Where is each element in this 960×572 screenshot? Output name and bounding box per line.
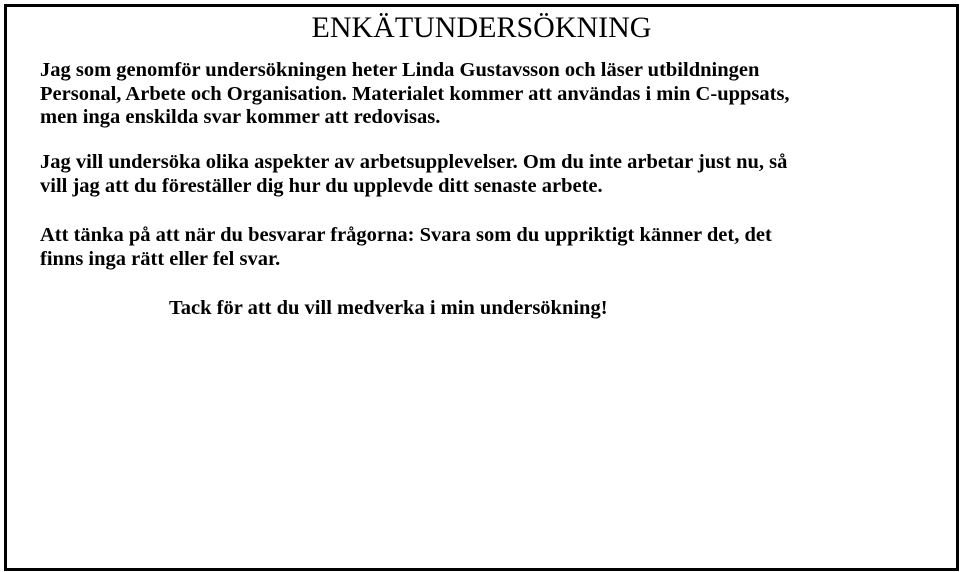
document-title: ENKÄTUNDERSÖKNING: [311, 11, 652, 44]
paragraph-line: vill jag att du föreställer dig hur du upplevde ditt senaste arbete.: [40, 174, 603, 197]
paragraph-line: Att tänka på att när du besvarar frågorna: Svara som du uppriktigt känner det, det: [40, 224, 772, 246]
intro-paragraph: [40, 59, 790, 130]
instructions-paragraph: [40, 224, 772, 271]
thank-you-line: Tack för att du vill medverka i min undersökning!: [169, 297, 608, 319]
paragraph-line: Jag vill undersöka olika aspekter av arbetsupplevelser. Om du inte arbetar just nu, så: [40, 151, 788, 173]
paragraph-line: men inga enskilda svar kommer att redovisas.: [40, 106, 441, 128]
purpose-paragraph: [40, 151, 787, 198]
paragraph-line: finns inga rätt eller fel svar.: [40, 247, 281, 270]
paragraph-line: Personal, Arbete och Organisation. Materialet kommer att användas i min C-uppsats,: [40, 82, 790, 105]
paragraph-line: Jag som genomför undersökningen heter Linda Gustavsson och läser utbildningen: [40, 59, 760, 81]
document-frame: [4, 4, 959, 571]
